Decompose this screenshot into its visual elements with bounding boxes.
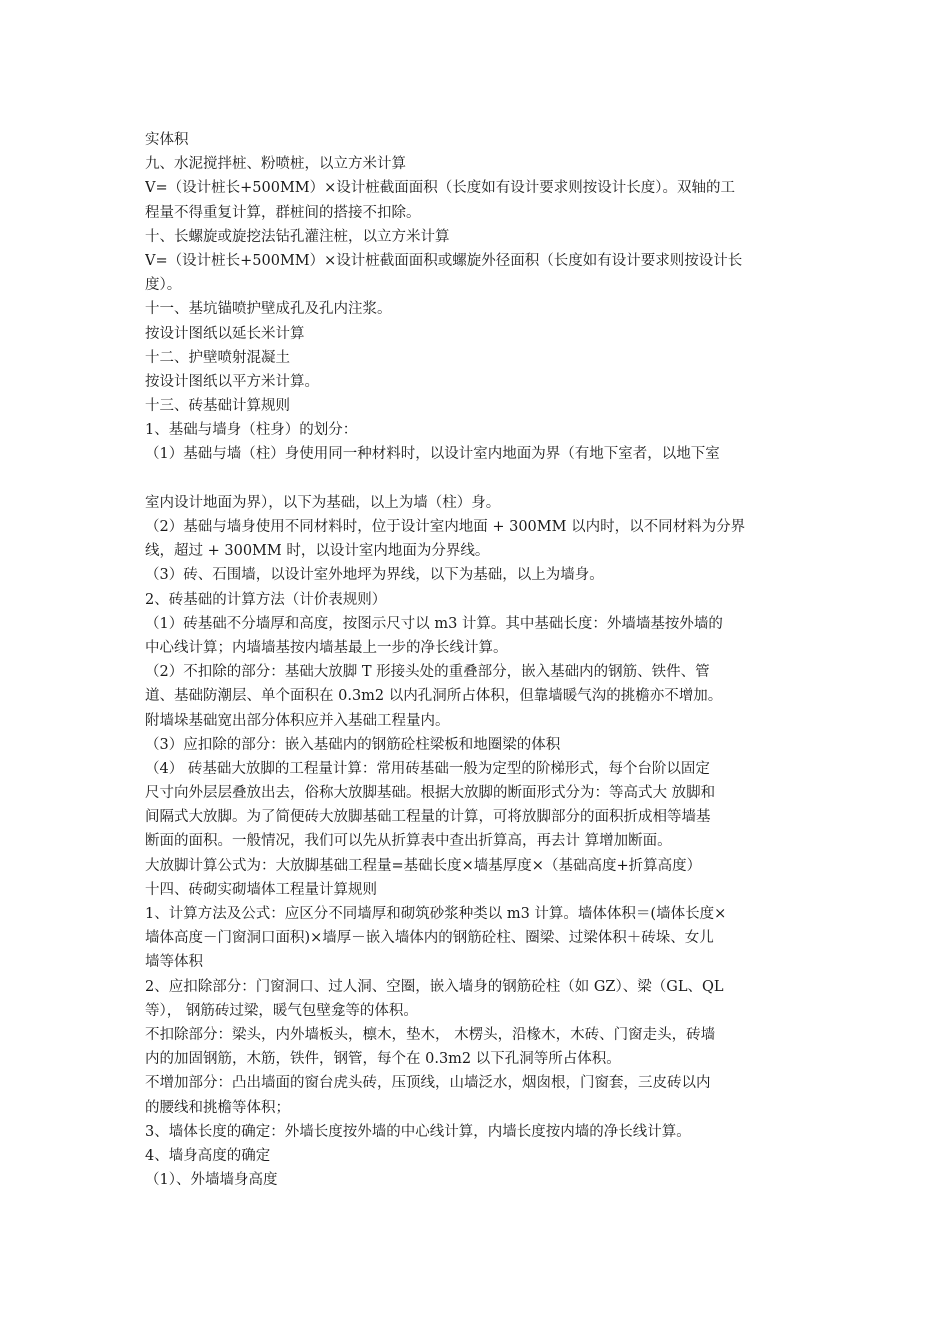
text-line: （1）基础与墙（柱）身使用同一种材料时，以设计室内地面为界（有地下室者，以地下室 (145, 446, 720, 463)
text-line: 中心线计算；内墙墙基按内墙基最上一步的净长线计算。 (145, 639, 508, 656)
subsection-heading: 4、墙身高度的确定 (145, 1147, 271, 1164)
text-line: 附墙垛基础宽出部分体积应并入基础工程量内。 (145, 712, 450, 729)
text-line: 道、基础防潮层、单个面积在 0.3m2 以内孔洞所占体积，但靠墙暖气沟的挑檐亦不增加。 (145, 688, 723, 705)
section-heading: 十、长螺旋或旋挖法钻孔灌注桩，以立方米计算 (145, 228, 450, 245)
text-line: 2、应扣除部分：门窗洞口、过人洞、空圈，嵌入墙身的钢筋砼柱（如 GZ）、梁（GL、QL (145, 978, 724, 995)
text-line: 度）。 (145, 277, 182, 294)
text-line: 墙等体积 (145, 954, 203, 971)
text-line: 不扣除部分：梁头，内外墙板头，檩木，垫木， 木楞头，沿椽木，木砖、门窗走头，砖墙 (145, 1026, 716, 1043)
text-line: V=（设计桩长+500MM）×设计桩截面面积（长度如有设计要求则按设计长度）。双轴的工 (145, 180, 736, 197)
text-line: 等）， 钢筋砖过梁，暖气包壁龛等的体积。 (145, 1002, 418, 1019)
text-line: （3）应扣除的部分：嵌入基础内的钢筋砼柱梁板和地圈梁的体积 (145, 736, 561, 753)
section-heading: 十二、护壁喷射混凝土 (145, 349, 290, 366)
text-line: 线，超过 + 300MM 时，以设计室内地面为分界线。 (145, 543, 490, 560)
subsection-heading: 2、砖基础的计算方法（计价表规则） (145, 591, 387, 608)
text-line: 间隔式大放脚。为了简便砖大放脚基础工程量的计算，可将放脚部分的面积折成相等墙基 (145, 809, 711, 826)
text-line: 实体积 (145, 132, 189, 148)
text-line: （1）、外墙墙身高度 (145, 1172, 278, 1189)
section-heading: 十四、砖砌实砌墙体工程量计算规则 (145, 881, 377, 898)
text-line: 室内设计地面为界），以下为基础，以上为墙（柱）身。 (145, 494, 501, 511)
text-line: （2）基础与墙身使用不同材料时，位于设计室内地面 + 300MM 以内时，以不同材料为分界 (145, 519, 746, 535)
text-line: 的腰线和挑檐等体积； (145, 1099, 290, 1116)
text-line: 墙体高度－门窗洞口面积)×墙厚－嵌入墙体内的钢筋砼柱、圈梁、过梁体积＋砖垛、女儿 (145, 930, 714, 947)
text-line: 程量不得重复计算，群桩间的搭接不扣除。 (145, 204, 421, 221)
text-line: 按设计图纸以延长米计算 (145, 325, 305, 342)
formula-line: 大放脚计算公式为：大放脚基础工程量=基础长度×墙基厚度×（基础高度+折算高度） (145, 857, 702, 874)
text-line: 按设计图纸以平方米计算。 (145, 373, 319, 390)
text-line: （2）不扣除的部分：基础大放脚 T 形接头处的重叠部分，嵌入基础内的钢筋、铁件、管 (145, 664, 710, 681)
text-line: 3、墙体长度的确定：外墙长度按外墙的中心线计算，内墙长度按内墙的净长线计算。 (145, 1123, 691, 1140)
blank-line (145, 467, 815, 491)
section-heading: 十三、砖基础计算规则 (145, 398, 290, 415)
text-line: 尺寸向外层层叠放出去，俗称大放脚基础。根据大放脚的断面形式分为：等高式大 放脚和 (145, 785, 716, 802)
text-line: 断面的面积。一般情况，我们可以先从折算表中查出折算高，再去计 算增加断面。 (145, 833, 672, 850)
document-body (145, 128, 815, 1192)
text-line: V=（设计桩长+500MM）×设计桩截面面积或螺旋外径面积（长度如有设计要求则按设计长 (145, 252, 743, 269)
text-line: 不增加部分：凸出墙面的窗台虎头砖，压顶线，山墙泛水，烟囱根，门窗套，三皮砖以内 (145, 1075, 711, 1092)
text-line: 内的加固钢筋，木筋，铁件，钢管，每个在 0.3m2 以下孔洞等所占体积。 (145, 1051, 621, 1068)
text-line: （4） 砖基础大放脚的工程量计算：常用砖基础一般为定型的阶梯形式，每个台阶以固定 (145, 760, 710, 777)
section-heading: 九、水泥搅拌桩、粉喷桩，以立方米计算 (145, 156, 406, 173)
text-line: （3）砖、石围墙，以设计室外地坪为界线，以下为基础，以上为墙身。 (145, 567, 604, 584)
text-line: 1、计算方法及公式：应区分不同墙厚和砌筑砂浆种类以 m3 计算。墙体体积＝(墙体长度× (145, 906, 727, 922)
section-heading: 十一、基坑锚喷护壁成孔及孔内注浆。 (145, 301, 392, 318)
text-line: （1）砖基础不分墙厚和高度，按图示尺寸以 m3 计算。其中基础长度：外墙墙基按外墙的 (145, 615, 723, 632)
subsection-heading: 1、基础与墙身（柱身）的划分： (145, 422, 358, 439)
